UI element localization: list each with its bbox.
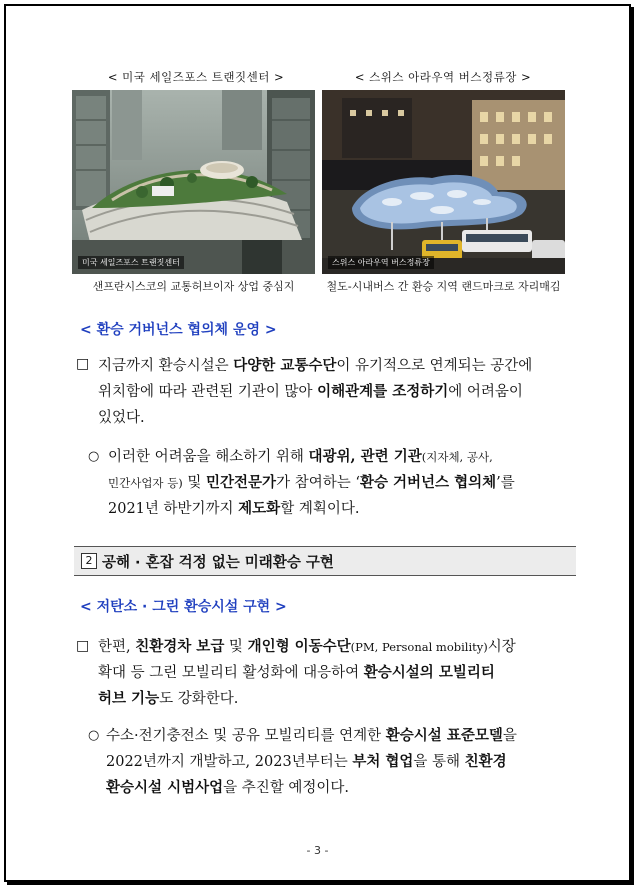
photo-aarau-bus-station — [322, 90, 565, 274]
heading-green-transfer: < 저탄소 · 그린 환승시설 구현 > — [80, 599, 287, 615]
paragraph-line: 위치함에 따라 관련된 기관이 많아 이해관계를 조정하기에 어려움이 — [98, 383, 523, 400]
caption-bottom-right: 철도-시내버스 간 환승 지역 랜드마크로 자리매김 — [326, 280, 561, 293]
section-title-bar — [74, 546, 576, 576]
heading-governance: < 환승 거버넌스 협의체 운영 > — [80, 322, 277, 338]
paragraph-line: 확대 등 그린 모빌리티 활성화에 대응하여 환승시설의 모빌리티 — [98, 664, 495, 681]
page-frame — [4, 4, 631, 882]
caption-top-right: < 스위스 아라우역 버스정류장 > — [354, 70, 532, 84]
page-number: - 3 - — [306, 844, 329, 857]
circle-bullet-marker: ○ — [88, 449, 100, 464]
photo-label-left: 미국 세일즈포스 트랜짓센터 — [78, 256, 184, 269]
section-title: 공해 · 혼잡 걱정 없는 미래환승 구현 — [102, 555, 334, 571]
paragraph-line: 한편, 친환경차 보급 및 개인형 이동수단(PM, Personal mobility)시장 — [98, 638, 516, 655]
caption-bottom-left: 샌프란시스코의 교통허브이자 상업 중심지 — [92, 280, 295, 293]
paragraph-line: 2022년까지 개발하고, 2023년부터는 부처 협업을 통해 친환경 — [106, 753, 507, 770]
square-bullet-marker: □ — [76, 356, 90, 372]
paragraph-line: 허브 기능도 강화한다. — [98, 690, 239, 707]
rooftop-park-illustration — [72, 90, 315, 274]
photo-salesforce-transit-center — [72, 90, 315, 274]
paragraph-line: 지금까지 환승시설은 다양한 교통수단이 유기적으로 연계되는 공간에 — [98, 357, 533, 374]
paragraph-line: 수소·전기충전소 및 공유 모빌리티를 연계한 환승시설 표준모델을 — [106, 727, 517, 744]
paragraph-line: 있었다. — [98, 410, 145, 426]
paragraph-governance-plan — [108, 444, 515, 522]
paragraph-line: 환승시설 시범사업을 추진할 예정이다. — [106, 779, 349, 796]
paragraph-mobility-hub — [98, 634, 516, 712]
square-bullet-marker: □ — [76, 638, 90, 654]
paragraph-line: 이러한 어려움을 해소하기 위해 대광위, 관련 기관(지자체, 공사, — [108, 448, 493, 465]
circle-bullet-marker: ○ — [88, 728, 100, 743]
paragraph-pilot-project — [106, 723, 517, 801]
paragraph-line: 2021년 하반기까지 제도화할 계획이다. — [108, 500, 360, 517]
bus-station-illustration — [322, 90, 565, 274]
section-number-box: 2 — [81, 553, 97, 569]
photo-label-right: 스위스 아라우역 버스정류장 — [328, 256, 434, 269]
caption-top-left: < 미국 세일즈포스 트랜짓센터 > — [107, 70, 285, 84]
paragraph-line: 민간사업자 등) 및 민간전문가가 참여하는 ‘환승 거버넌스 협의체’를 — [108, 474, 515, 491]
paragraph-governance-background — [98, 353, 532, 431]
